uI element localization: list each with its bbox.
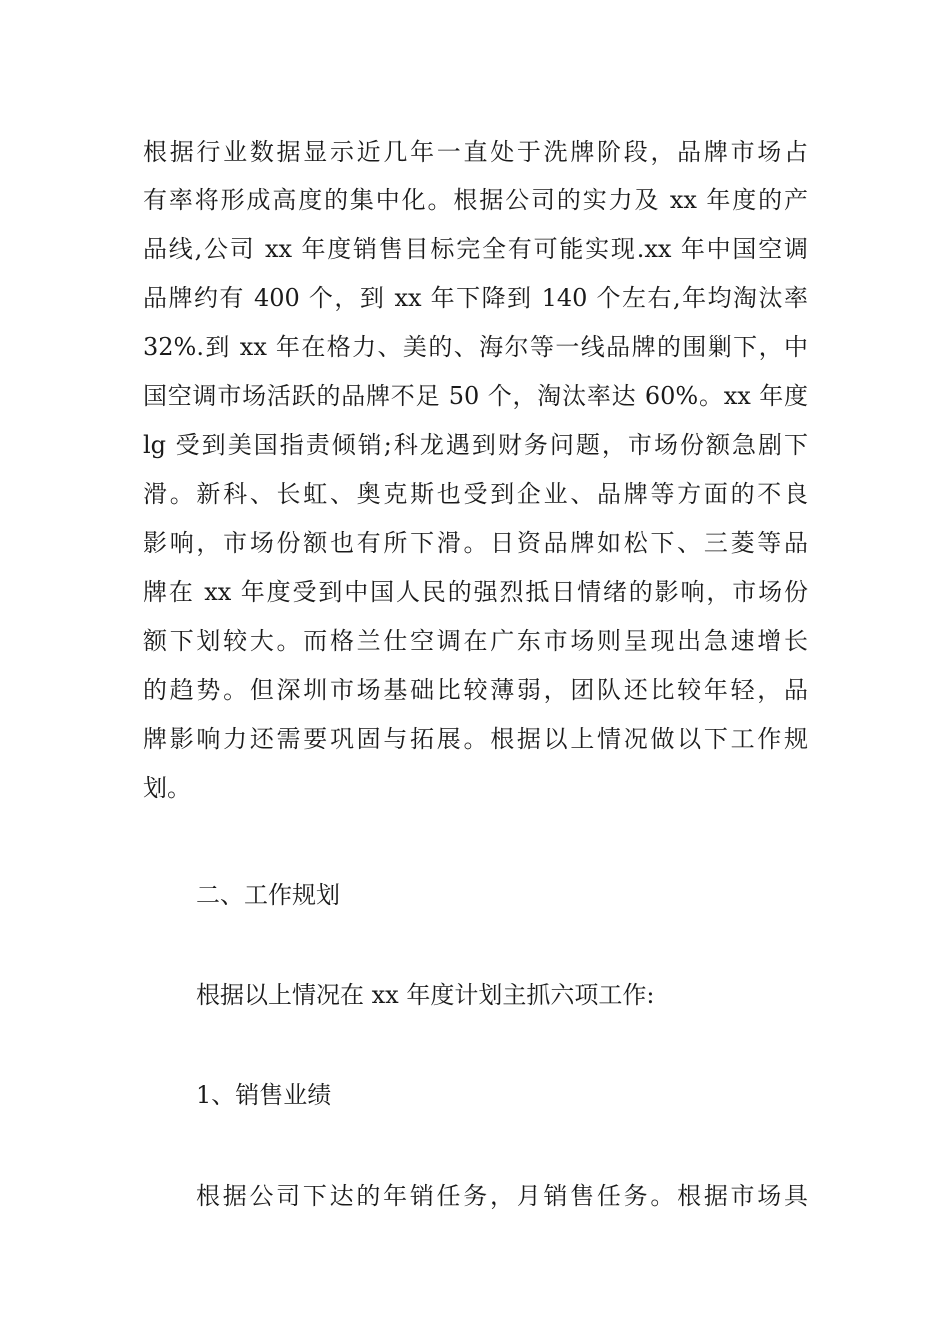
- paragraph-line: 划。: [143, 774, 191, 802]
- paragraph-line: 额下划较大。而格兰仕空调在广东市场则呈现出急速增长: [143, 627, 808, 655]
- paragraph-line: 牌影响力还需要巩固与拓展。根据以上情况做以下工作规: [143, 725, 808, 753]
- paragraph-line: 有率将形成高度的集中化。根据公司的实力及 xx 年度的产: [143, 186, 808, 214]
- section-heading: 二、工作规划: [196, 881, 340, 909]
- paragraph-line: 国空调市场活跃的品牌不足 50 个，淘汰率达 60%。xx 年度: [143, 382, 808, 410]
- paragraph-line: 根据行业数据显示近几年一直处于洗牌阶段，品牌市场占: [143, 138, 808, 166]
- paragraph-line: 32%.到 xx 年在格力、美的、海尔等一线品牌的围剿下，中: [143, 333, 808, 361]
- paragraph-line: lg 受到美国指责倾销;科龙遇到财务问题，市场份额急剧下: [143, 431, 808, 459]
- paragraph-line: 滑。新科、长虹、奥克斯也受到企业、品牌等方面的不良: [143, 480, 808, 508]
- paragraph-line: 品牌约有 400 个，到 xx 年下降到 140 个左右,年均淘汰率: [143, 284, 808, 312]
- paragraph-line: 的趋势。但深圳市场基础比较薄弱，团队还比较年轻，品: [143, 676, 808, 704]
- paragraph-line: 影响，市场份额也有所下滑。日资品牌如松下、三菱等品: [143, 529, 808, 557]
- paragraph-line: 牌在 xx 年度受到中国人民的强烈抵日情绪的影响，市场份: [143, 578, 808, 606]
- paragraph-line: 品线,公司 xx 年度销售目标完全有可能实现.xx 年中国空调: [143, 235, 808, 263]
- item-heading: 1、销售业绩: [196, 1081, 332, 1109]
- paragraph-line: 根据公司下达的年销任务，月销售任务。根据市场具: [196, 1182, 808, 1210]
- intro-line: 根据以上情况在 xx 年度计划主抓六项工作:: [196, 981, 655, 1009]
